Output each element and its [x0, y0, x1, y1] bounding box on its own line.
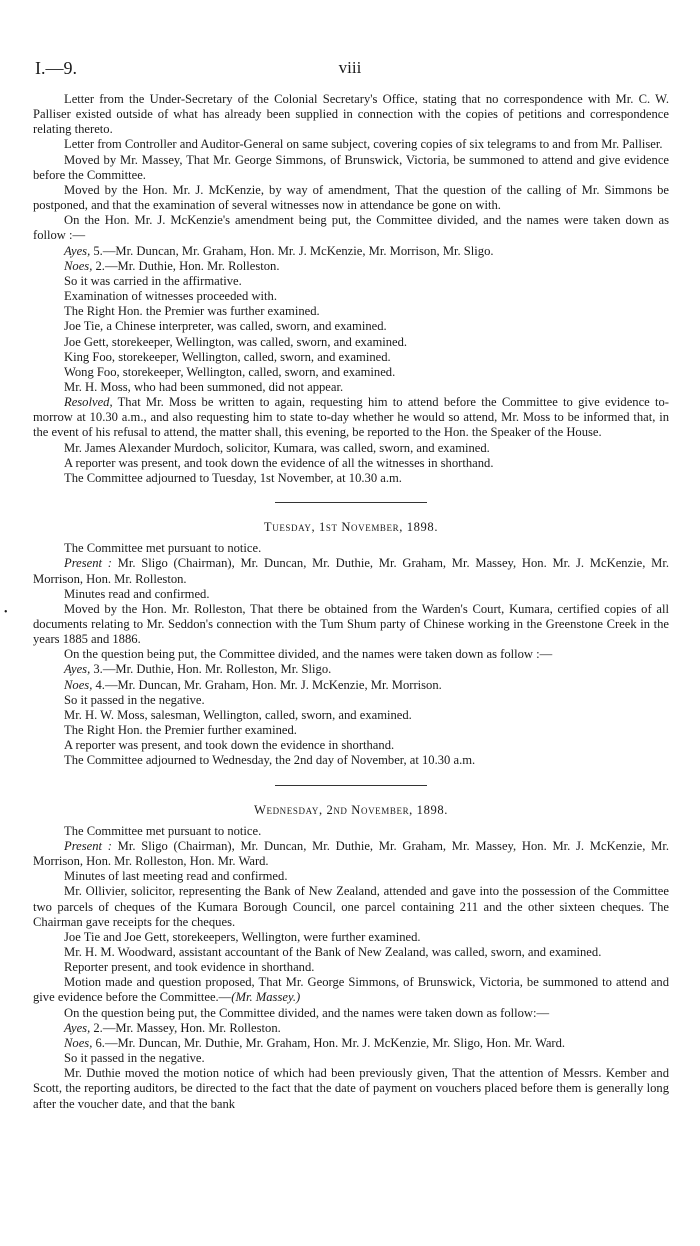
paragraph-moved-rolleston: Moved by the Hon. Mr. Rolleston, That there be obtained from the Warden's Court, Kumara, certified copies of all documents relating to Mr. Seddon's connection with the Tum Shum party of Chinese working in the Greenstone Creek in the years 1885 and 1886.: [33, 601, 669, 647]
paragraph-duthie-motion: Mr. Duthie moved the motion notice of which had been previously given, That the attention of Messrs. Kember and Scott, the reporting auditors, be directed to the fact that the date of payment on vouchers placed before them is generally long after the voucher date, and that the bank: [33, 1066, 669, 1111]
date-heading-tuesday: Tuesday, 1st November, 1898.: [263, 520, 439, 535]
list-item: Joe Tie, a Chinese interpreter, was called, sworn, and examined.: [64, 319, 387, 334]
list-item: The Right Hon. the Premier further examined.: [64, 723, 297, 738]
minutes-body: [33, 92, 669, 1112]
paragraph-moved-massey: Moved by Mr. Massey, That Mr. George Simmons, of Brunswick, Victoria, be summoned to attend and give evidence before the Committee.: [33, 152, 669, 182]
list-item: Mr. H. W. Moss, salesman, Wellington, called, sworn, and examined.: [64, 707, 412, 722]
noes-line: Noes, 2.—Mr. Duthie, Hon. Mr. Rolleston.: [64, 258, 280, 273]
section-divider: [275, 785, 427, 786]
list-item: The Committee met pursuant to notice.: [64, 823, 262, 838]
list-item: The Right Hon. the Premier was further examined.: [64, 304, 320, 319]
paragraph-letter-controller: Letter from Controller and Auditor-General on same subject, covering copies of six telegrams to and from Mr. Palliser.: [64, 137, 663, 152]
date-heading-wednesday: Wednesday, 2nd November, 1898.: [253, 802, 449, 817]
paragraph-division: On the question being put, the Committee divided, and the names were taken down as follow:—: [64, 1005, 550, 1020]
list-item: Joe Tie and Joe Gett, storekeepers, Wellington, were further examined.: [64, 929, 421, 944]
list-item: So it passed in the negative.: [64, 692, 205, 707]
ayes-line: Ayes, 5.—Mr. Duncan, Mr. Graham, Hon. Mr. J. McKenzie, Mr. Morrison, Mr. Sligo.: [64, 243, 494, 258]
section-divider: [275, 502, 427, 503]
list-item: Reporter present, and took evidence in shorthand.: [64, 960, 315, 975]
list-item: A reporter was present, and took down the evidence of all the witnesses in shorthand.: [64, 455, 494, 470]
page-reference: I.—9.: [35, 58, 77, 78]
list-item: Minutes of last meeting read and confirmed.: [64, 869, 288, 884]
paragraph-woodward: Mr. H. M. Woodward, assistant accountant of the Bank of New Zealand, was called, sworn, and examined.: [64, 944, 602, 959]
page-number: viii: [338, 58, 362, 77]
list-item: Wong Foo, storekeeper, Wellington, called, sworn, and examined.: [64, 364, 396, 379]
list-item: Minutes read and confirmed.: [64, 586, 210, 601]
list-item: Joe Gett, storekeeper, Wellington, was called, sworn, and examined.: [64, 334, 408, 349]
ayes-line: Ayes, 3.—Mr. Duthie, Hon. Mr. Rolleston, Mr. Sligo.: [64, 662, 332, 677]
ayes-line: Ayes, 2.—Mr. Massey, Hon. Mr. Rolleston.: [64, 1020, 281, 1035]
list-item: A reporter was present, and took down the evidence in shorthand.: [64, 738, 395, 753]
paragraph-present: Present : Mr. Sligo (Chairman), Mr. Duncan, Mr. Duthie, Mr. Graham, Mr. Massey, Hon. Mr. J. McKenzie, Mr. Morrison, Hon. Mr. Rolleston.: [33, 556, 669, 586]
paragraph-amendment: Moved by the Hon. Mr. J. McKenzie, by way of amendment, That the question of the calling of Mr. Simmons be postponed, and that the examination of several witnesses now in attendance be gone on with.: [33, 182, 669, 213]
noes-line: Noes, 4.—Mr. Duncan, Mr. Graham, Hon. Mr. J. McKenzie, Mr. Morrison.: [64, 677, 442, 692]
list-item: Mr. James Alexander Murdoch, solicitor, Kumara, was called, sworn, and examined.: [64, 440, 490, 455]
list-item: Examination of witnesses proceeded with.: [64, 289, 277, 304]
list-item: Mr. H. Moss, who had been summoned, did not appear.: [64, 379, 344, 394]
paragraph-motion: Motion made and question proposed, That Mr. George Simmons, of Brunswick, Victoria, be summoned to attend and give evidence before the Committee.—(Mr. Massey.): [33, 975, 669, 1005]
list-item: The Committee met pursuant to notice.: [64, 541, 262, 556]
noes-line: Noes, 6.—Mr. Duncan, Mr. Duthie, Mr. Graham, Hon. Mr. J. McKenzie, Mr. Sligo, Hon. Mr. Ward.: [64, 1035, 566, 1050]
paragraph-resolved: Resolved, That Mr. Moss be written to again, requesting him to attend before the Committee to give evidence to-morrow at 10.30 a.m., and also requesting him to state to-day whether he would so attend, Mr. Moss to be informed that, in the event of his refusal to attend, the matter shall, this evening, be reported to the Hon. the Speaker of the House.: [33, 395, 669, 440]
list-item: So it was carried in the affirmative.: [64, 273, 242, 288]
paragraph-letter-under-secretary: Letter from the Under-Secretary of the Colonial Secretary's Office, stating that no correspondence with Mr. C. W. Palliser existed outside of what has already been supplied in connection with the copies of petitions and correspondence relating thereto.: [33, 92, 669, 137]
list-item: King Foo, storekeeper, Wellington, called, sworn, and examined.: [64, 349, 391, 364]
paragraph-division: On the Hon. Mr. J. McKenzie's amendment being put, the Committee divided, and the names were taken down as follow :—: [33, 213, 669, 243]
margin-mark: •: [4, 607, 8, 618]
paragraph-ollivier: Mr. Ollivier, solicitor, representing the Bank of New Zealand, attended and gave into the possession of the Committee two parcels of cheques of the Kumara Borough Council, one parcel containing 211 and the other sixteen cheques. The Chairman gave receipts for the cheques.: [33, 884, 669, 929]
paragraph-division: On the question being put, the Committee divided, and the names were taken down as follow :—: [64, 647, 553, 662]
list-item: So it passed in the negative.: [64, 1051, 205, 1066]
list-item: The Committee adjourned to Tuesday, 1st November, at 10.30 a.m.: [64, 470, 402, 485]
paragraph-present: Present : Mr. Sligo (Chairman), Mr. Duncan, Mr. Duthie, Mr. Graham, Mr. Massey, Hon. Mr. J. McKenzie, Mr. Morrison, Hon. Mr. Rolleston, Hon. Mr. Ward.: [33, 838, 669, 869]
list-item: The Committee adjourned to Wednesday, the 2nd day of November, at 10.30 a.m.: [64, 753, 476, 768]
